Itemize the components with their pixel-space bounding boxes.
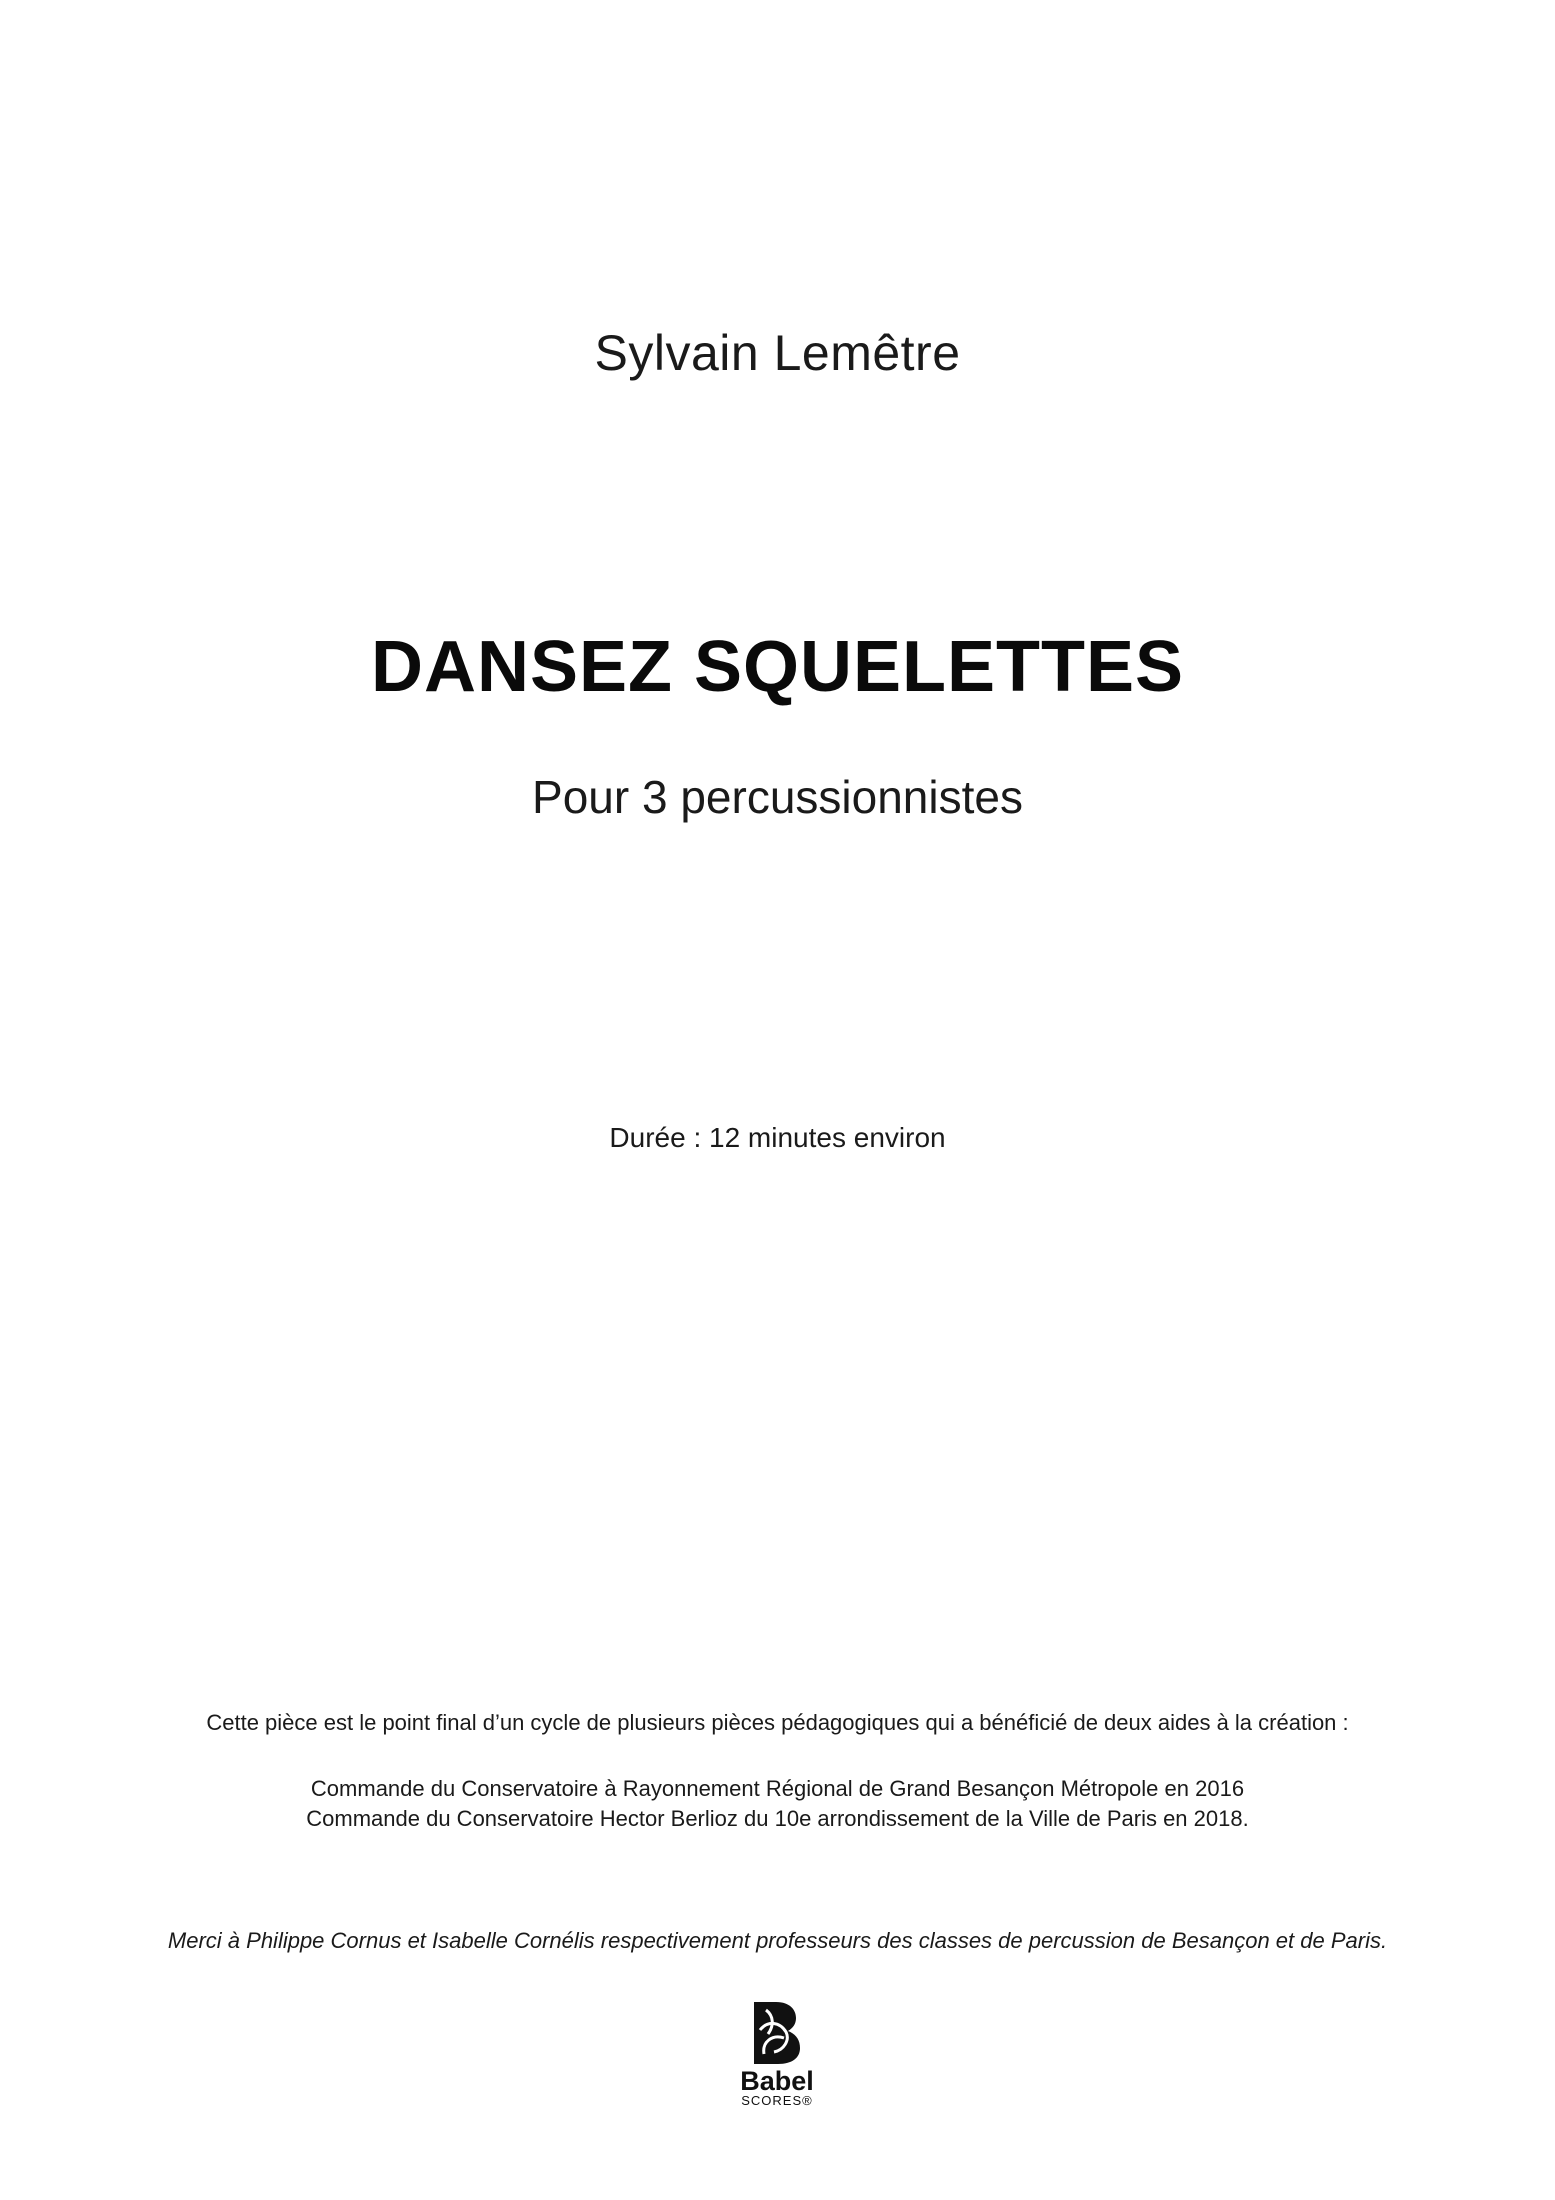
commission-line: Commande du Conservatoire à Rayonnement Régional de Grand Besançon Métropole en 2016 (310, 1776, 1245, 1801)
subtitle: Pour 3 percussionnistes (532, 771, 1023, 823)
composer-name: Sylvain Lemêtre (594, 325, 961, 381)
commission-line: Commande du Conservatoire Hector Berlioz du 10e arrondissement de la Ville de Paris en 2018. (306, 1806, 1249, 1831)
publisher-name: Babel (740, 2066, 814, 2096)
page-title: DANSEZ SQUELETTES (370, 627, 1185, 707)
duration-text: Durée : 12 minutes environ (609, 1122, 946, 1153)
acknowledgements: Merci à Philippe Cornus et Isabelle Cornélis respectivement professeurs des classes de percussion de Besançon et de Paris. (167, 1928, 1388, 1953)
creation-note: Cette pièce est le point final d’un cycle de plusieurs pièces pédagogiques qui a bénéficié de deux aides à la création : (206, 1710, 1349, 1735)
publisher-subname: SCORES® (741, 2093, 813, 2108)
babel-b-icon (750, 2000, 804, 2066)
publisher-logo (727, 2000, 827, 2120)
